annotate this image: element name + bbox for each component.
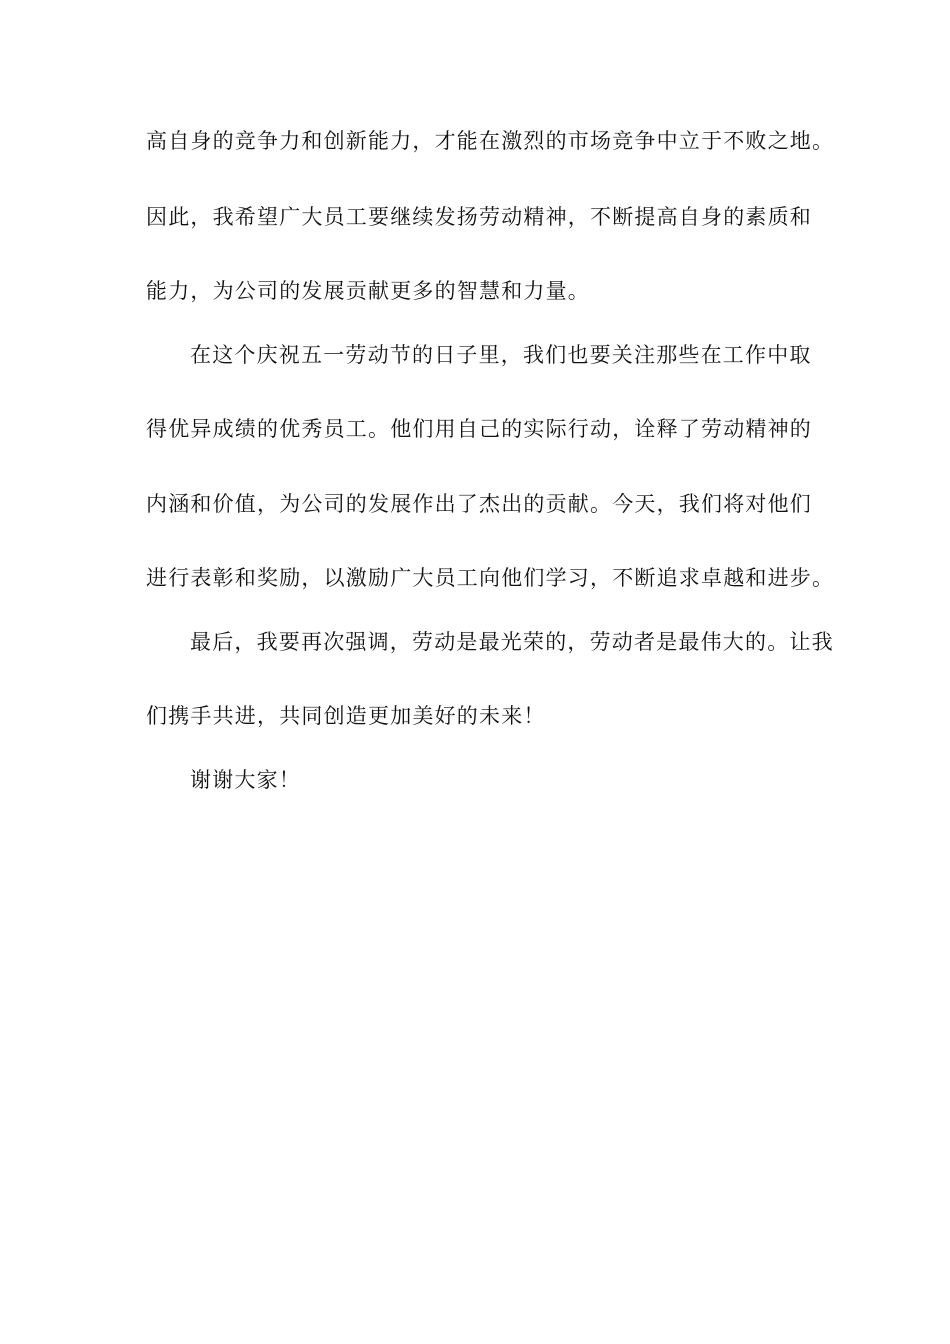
paragraph-line: 得优异成绩的优秀员工。他们用自己的实际行动，诠释了劳动精神的 [146, 417, 812, 441]
paragraph-line: 们携手共进，共同创造更加美好的未来！ [146, 704, 546, 728]
paragraph-line: 在这个庆祝五一劳动节的日子里，我们也要关注那些在工作中取 [190, 343, 812, 367]
paragraph-line: 内涵和价值，为公司的发展作出了杰出的贡献。今天，我们将对他们 [146, 492, 812, 516]
paragraph-line: 能力，为公司的发展贡献更多的智慧和力量。 [146, 279, 590, 303]
paragraph-line: 高自身的竞争力和创新能力，才能在激烈的市场竞争中立于不败之地。 [146, 129, 835, 153]
paragraph-line: 进行表彰和奖励，以激励广大员工向他们学习，不断追求卓越和进步。 [146, 566, 835, 590]
closing-line: 谢谢大家！ [190, 768, 301, 792]
paragraph-line: 因此，我希望广大员工要继续发扬劳动精神，不断提高自身的素质和 [146, 205, 812, 229]
paragraph-line: 最后，我要再次强调，劳动是最光荣的，劳动者是最伟大的。让我 [190, 630, 834, 654]
